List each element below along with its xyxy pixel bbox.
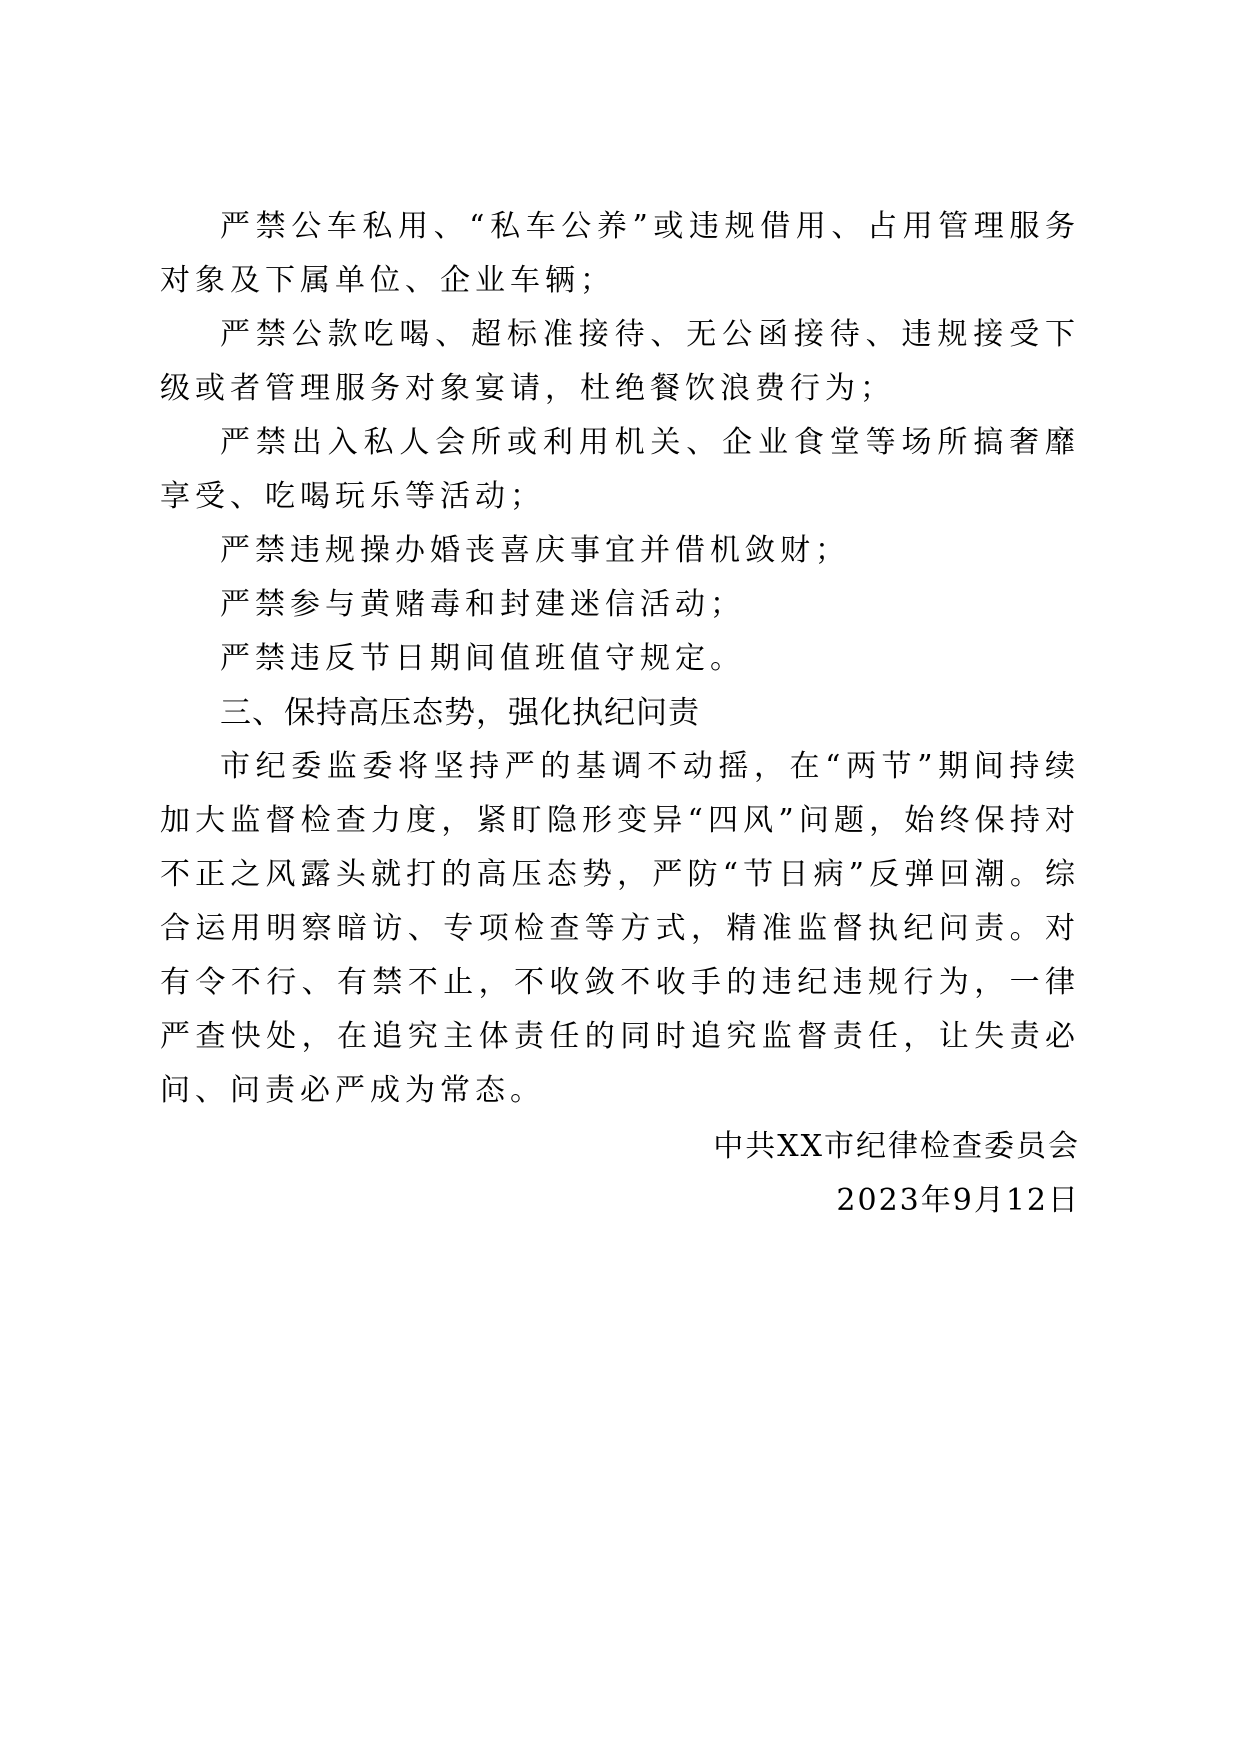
document-body — [160, 200, 1080, 1228]
paragraph-official-car-ban: 严禁公车私用、“私车公养”或违规借用、占用管理服务对象及下属单位、企业车辆； — [160, 209, 1080, 298]
paragraph-private-club-ban: 严禁出入私人会所或利用机关、企业食堂等场所搞奢靡享受、吃喝玩乐等活动； — [160, 425, 1080, 514]
paragraph-gambling-superstition-ban: 严禁参与黄赌毒和封建迷信活动； — [220, 587, 745, 622]
paragraph-public-funds-dining-ban: 严禁公款吃喝、超标准接待、无公函接待、违规接受下级或者管理服务对象宴请，杜绝餐饮浪费行为； — [160, 317, 1080, 406]
signature-date: 2023年9月12日 — [836, 1183, 1080, 1218]
signature-block — [160, 1120, 1080, 1228]
paragraph-wedding-funeral-ban: 严禁违规操办婚丧喜庆事宜并借机敛财； — [220, 533, 850, 568]
signature-organization: 中共XX市纪律检查委员会 — [713, 1129, 1080, 1164]
section-paragraph: 市纪委监委将坚持严的基调不动摇，在“两节”期间持续加大监督检查力度，紧盯隐形变异“四风”问题，始终保持对不正之风露头就打的高压态势，严防“节日病”反弹回潮。综合运用明察暗访、专项检查等方式，精准监督执纪问责。对有令不行、有禁不止，不收敛不收手的违纪违规行为，一律严查快处，在追究主体责任的同时追究监督责任，让失责必问、问责必严成为常态。 — [160, 749, 1080, 1108]
paragraph-duty-rules-ban: 严禁违反节日期间值班值守规定。 — [220, 641, 745, 676]
section-heading: 三、保持高压态势，强化执纪问责 — [220, 695, 700, 731]
